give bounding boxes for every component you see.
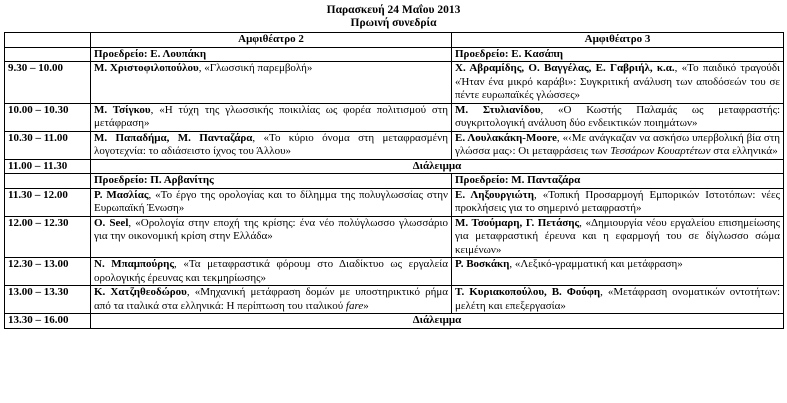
talk-left [91,216,452,258]
chair-left: Προεδρείο: Ε. Λουπάκη [91,47,452,62]
talk-left [91,103,452,131]
talk-authors: Ε. Λουλακάκη-Moore [455,131,557,144]
break-row [5,159,784,174]
talk-authors: Μ. Χριστοφιλοπούλου [94,62,199,74]
talk-authors: O. Seel [94,216,129,229]
hall-row [5,33,784,48]
table-row [5,188,784,216]
hall-right: Αμφιθέατρο 3 [452,33,784,48]
slot-time: 12.30 – 13.00 [5,258,91,286]
table-row [5,258,784,286]
chair-right: Προεδρείο: Ε. Κασάπη [452,47,784,62]
talk-left [91,188,452,216]
break-label: Διάλειμμα [91,159,784,174]
talk-right [452,188,784,216]
talk-authors: Χ. Αβραμίδης, Ο. Βαγγέλας, Ε. Γαβριήλ, κ.α. [455,62,675,74]
session-title: Πρωινή συνεδρία [350,17,437,29]
talk-authors: Ε. Ληξουργιώτη [455,188,534,201]
talk-title: , «Γλωσσική παρεμβολή» [198,62,313,74]
chair-time-cell [5,174,91,189]
slot-time: 10.00 – 10.30 [5,103,91,131]
talk-authors: Μ. Στυλιανίδου [455,103,541,116]
schedule-table [4,32,784,329]
slot-time: 10.30 – 11.00 [5,131,91,159]
hall-left: Αμφιθέατρο 2 [91,33,452,48]
chair-row [5,174,784,189]
talk-authors: Ρ. Βοσκάκη [455,258,510,270]
chair-row [5,47,784,62]
talk-left [91,62,452,104]
table-row [5,62,784,104]
talk-title: , «Ορολογία στην εποχή της κρίσης: ένα νέο πολύγλωσσο γλωσσάριο για την οικονομική κρίση στην Ελλάδα» [94,216,448,242]
talk-left [91,286,452,314]
talk-title: , «Τα μεταφραστικά φόρουμ στο Διαδίκτυο ως εργαλεία ορολογικής έρευνας και τεκμηρίωσης» [94,258,448,284]
talk-title: , «Μηχανική μετάφραση δομών με υποστηρικτικό ρήμα από τα ιταλικά στα ελληνικά: Η περίπτωση του ιταλικού [94,286,448,312]
time-header-cell [5,33,91,48]
talk-title: , «Ο Κωστής Παλαμάς ως μεταφραστής: συγκριτολογική ανάλυση δύο ενδεικτικών ποιημάτων» [455,103,780,129]
talk-authors: Κ. Χατζηθεοδώρου [94,286,187,298]
talk-authors: Μ. Παπαδήμα, Μ. Πανταζάρα [94,131,253,144]
talk-right [452,103,784,131]
talk-title: , «Το έργο της ορολογίας και το δίλημμα της πολυγλωσσίας στην Ευρωπαϊκή Ένωση» [94,188,448,214]
talk-title: , «Το παιδικό τραγούδι «Ήταν ένα μικρό καράβι»: Συγκριτική ανάλυση των αποδόσεών του σε πέντε ευρωπαϊκές γλώσσες» [455,62,781,101]
slot-time: 11.30 – 12.00 [5,188,91,216]
table-row [5,103,784,131]
slot-time: 12.00 – 12.30 [5,216,91,258]
table-row [5,131,784,159]
talk-authors: Ν. Μπαμπούρης [94,258,175,270]
talk-title-tail: στα ελληνικά» [710,145,778,157]
table-row [5,286,784,314]
talk-authors: Μ. Τσίγκου [94,103,151,116]
chair-right: Προεδρείο: Μ. Πανταζάρα [452,174,784,189]
chair-left: Προεδρείο: Π. Αρβανίτης [91,174,452,189]
talk-right [452,286,784,314]
talk-authors: Τ. Κυριακοπούλου, Β. Φούφη [455,286,601,298]
talk-left [91,258,452,286]
talk-right [452,258,784,286]
talk-right [452,131,784,159]
talk-title: , «Η τύχη της γλωσσικής ποικιλίας ως φορέα πολιτισμού στη μετάφραση» [94,103,449,129]
break-time: 11.00 – 11.30 [5,159,91,174]
talk-right [452,62,784,104]
talk-title-tail: » [363,299,369,312]
break-time: 13.30 – 16.00 [5,314,91,329]
break-label: Διάλειμμα [91,314,784,329]
talk-title: , «Τοπική Προσαρμογή Εμπορικών Ιστοτόπων: νέες προκλήσεις για το σημερινό μεταφραστή» [455,188,780,214]
talk-title: , «Λεξικό-γραμματική και μετάφραση» [509,258,683,270]
talk-authors: Ρ. Μασλίας [94,188,149,201]
talk-right [452,216,784,258]
talk-title: , «Δημιουργία νέου εργαλείου επισημείωσης για μεταφραστική έρευνα και η εφαρμογή του σε δίγλωσσο σώμα κειμένων» [455,216,780,256]
talk-title-italic: fare [345,299,364,312]
talk-title-italic: Τεσσάρων Κουαρτέτων [610,145,711,157]
chair-time-cell [5,47,91,62]
talk-title: , «Το κύριο όνομα στη μεταφρασμένη λογοτεχνία: το αδιάσειστο ίχνος του Άλλου» [94,131,448,157]
talk-authors: Μ. Τσούμαρη, Γ. Πετάσης [455,216,580,229]
talk-title: , «Μετάφραση ονοματικών οντοτήτων: μελέτη και επεξεργασία» [455,286,780,312]
slot-time: 13.00 – 13.30 [5,286,91,314]
date-title: Παρασκευή 24 Μαΐου 2013 [326,4,461,16]
table-row [5,216,784,258]
slot-time: 9.30 – 10.00 [5,62,91,104]
document-header [0,4,787,30]
talk-title: , «‹Με ανάγκαζαν να ασκήσω υπερβολική βία στη γλώσσα μας›: Οι μεταφράσεις των [455,131,780,157]
break-row [5,314,784,329]
talk-left [91,131,452,159]
